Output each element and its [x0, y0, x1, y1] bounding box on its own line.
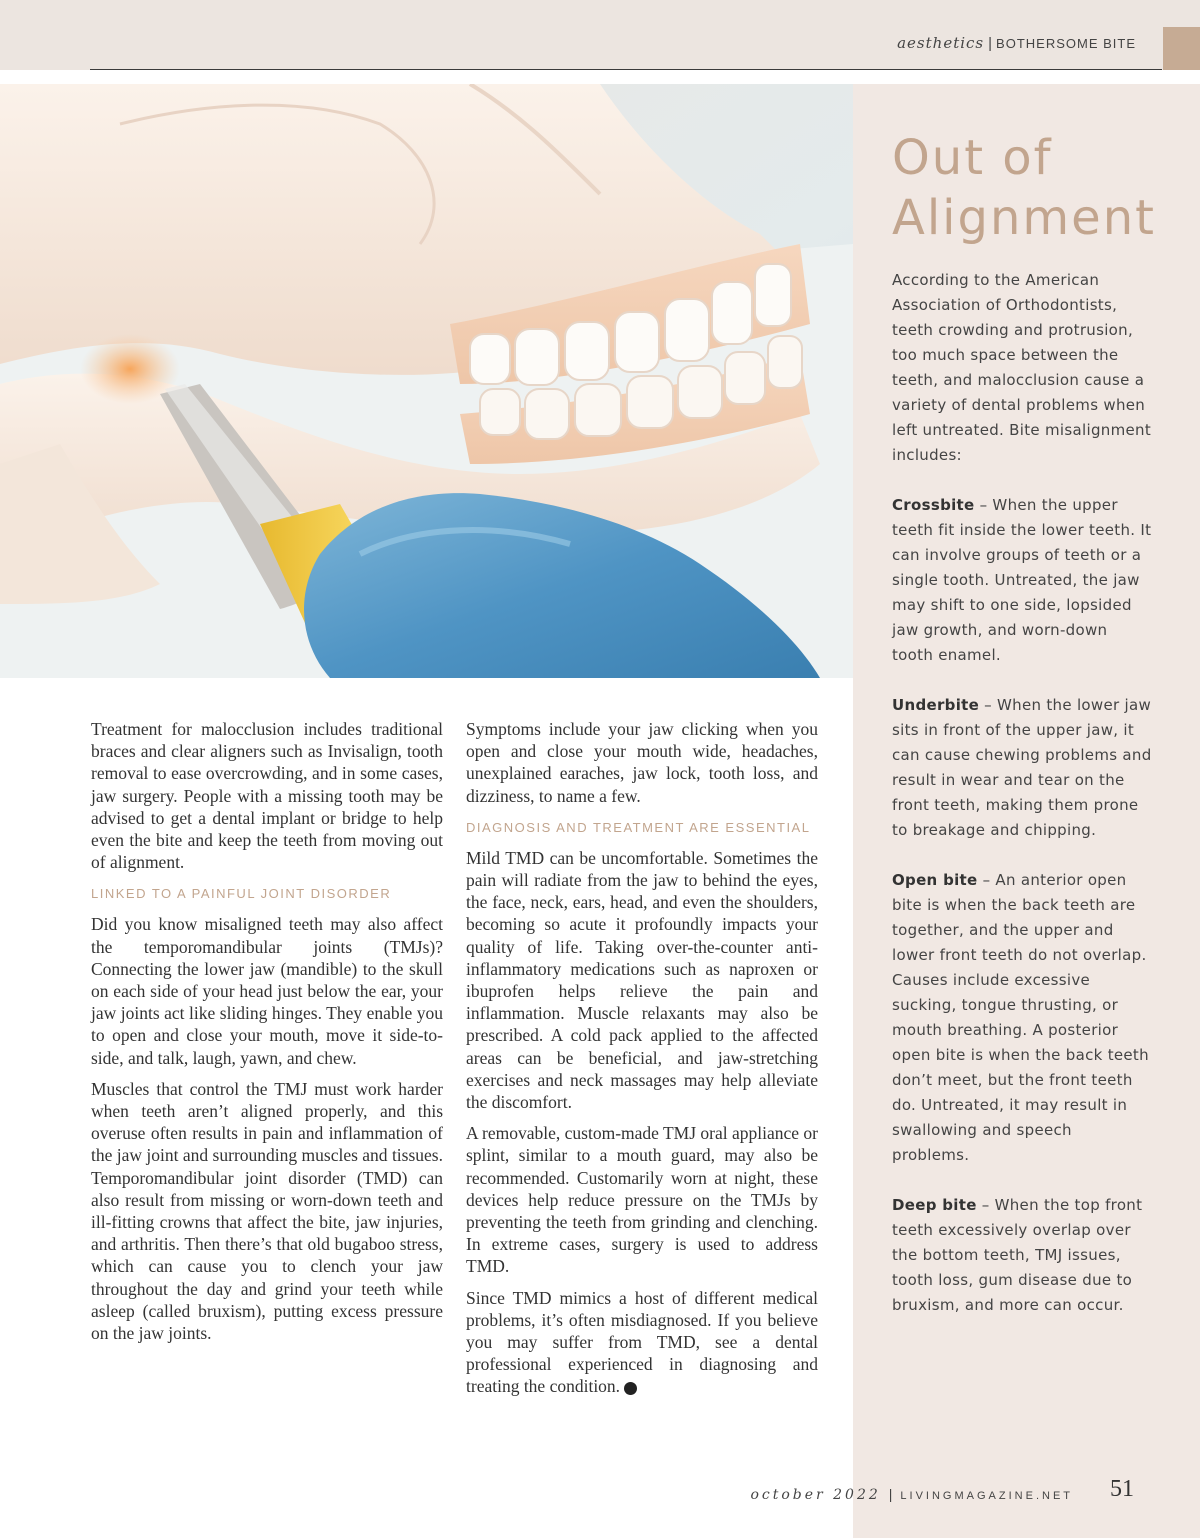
footer-separator: |: [888, 1486, 893, 1502]
paragraph: Symptoms include your jaw clicking when you open and close your mouth wide, headaches, unexplained earaches, jaw lock, tooth loss, and dizziness, to name a few.: [466, 719, 818, 806]
paragraph: Did you know misaligned teeth may also affect the temporomandibular joints (TMJs)? Connecting the lower jaw (mandible) to the skull on each side of your head just below the ear, your jaw joints act like sliding hinges. They enable you to open and close your mouth, move it side-to-side, and talk, laugh, yawn, and chew.: [91, 914, 443, 1068]
subheading-joint-disorder: LINKED TO A PAINFUL JOINT DISORDER: [91, 886, 392, 902]
subheading-diagnosis: DIAGNOSIS AND TREATMENT ARE ESSENTIAL: [466, 819, 811, 835]
end-mark-icon: [624, 1382, 637, 1395]
header-rule: [90, 69, 1162, 70]
running-header: [897, 34, 1136, 53]
sidebar-title-line2: Alignment: [892, 190, 1156, 246]
sidebar-out-of-alignment: [892, 128, 1156, 1318]
sidebar-item-underbite: [892, 693, 1152, 843]
header-separator: |: [988, 35, 993, 52]
sidebar-item-text: – When the top front teeth excessively overlap over the bottom teeth, TMJ issues, tooth loss, gum disease due to bruxism, and more can occur.: [892, 1196, 1143, 1314]
paragraph-final: [466, 1287, 818, 1398]
sidebar-item-term: Open bite: [892, 871, 978, 889]
article-column-2: [466, 718, 818, 1398]
paragraph-text: Since TMD mimics a host of different medical problems, it’s often misdiagnosed. If you believe you may suffer from TMD, see a dental professional experienced in diagnosing and treating the condition.: [466, 1287, 818, 1397]
sidebar-item-term: Crossbite: [892, 496, 975, 514]
paragraph: Treatment for malocclusion includes traditional braces and clear aligners such as Invisalign, tooth removal to ease overcrowding, and in some cases, jaw surgery. People with a missing tooth may be advised to get a dental implant or bridge to help even the bite and keep the teeth from moving out of alignment.: [91, 719, 443, 873]
sidebar-item-text: – When the lower jaw sits in front of the upper jaw, it can cause chewing problems and result in wear and tear on the front teeth, making them prone to breakage and chipping.: [892, 696, 1152, 839]
sidebar-item-deep-bite: [892, 1193, 1152, 1318]
paragraph: Muscles that control the TMJ must work harder when teeth aren’t aligned properly, and this overuse often results in pain and inflammation of the jaw joint and surrounding muscles and tissues. Temporomandibular joint disorder (TMD) can also result from missing or worn-down teeth and ill-fitting crowns that affect the bite, jaw injuries, and arthritis. Then there’s that old bugaboo stress, which can cause you to clench your jaw throughout the day and grind your teeth while asleep (called bruxism), putting excess pressure on the jaw joints.: [91, 1078, 443, 1344]
section-name: aesthetics: [897, 34, 985, 52]
sidebar-item-term: Underbite: [892, 696, 980, 714]
sidebar-item-text: – An anterior open bite is when the back teeth are together, and the upper and lower front teeth do not overlap. Causes include excessive sucking, tongue thrusting, or mouth breathing. A posterior open bite is when the back teeth don’t meet, but the front teeth do. Untreated, it may result in swallowing and speech problems.: [892, 871, 1149, 1164]
skull-jaw-model-illustration: [0, 84, 853, 678]
sidebar-title: [892, 128, 1156, 248]
sidebar-item-term: Deep bite: [892, 1196, 977, 1214]
page-footer: [750, 1486, 1073, 1504]
paragraph: Mild TMD can be uncomfortable. Sometimes the pain will radiate from the jaw to behind the eyes, the face, neck, ears, head, and even the shoulders, becoming so acute it profoundly impacts your quality of life. Taking over-the-counter anti-inflammatory medications such as naproxen or ibuprofen helps relieve the pain and inflammation. Muscle relaxants may also be prescribed. A cold pack applied to the affected areas can be beneficial, and jaw-stretching exercises and neck massages may help alleviate the discomfort.: [466, 847, 818, 1113]
site-url: LIVINGMAGAZINE.NET: [900, 1490, 1073, 1502]
sidebar-title-line1: Out of: [892, 130, 1053, 186]
page-number: 51: [1110, 1476, 1134, 1502]
sidebar-item-crossbite: [892, 493, 1152, 668]
sidebar-item-open-bite: [892, 868, 1152, 1168]
paragraph: A removable, custom-made TMJ oral appliance or splint, similar to a mouth guard, may also be recommended. Customarily worn at night, these devices help reduce pressure on the TMJs by preventing the teeth from grinding and clenching. In extreme cases, surgery is used to address TMD.: [466, 1123, 818, 1277]
issue-date: october 2022: [750, 1487, 881, 1503]
header-tab-accent: [1163, 27, 1200, 70]
article-column-1: [91, 718, 443, 1344]
sidebar-item-text: – When the upper teeth fit inside the lower teeth. It can involve groups of teeth or a single tooth. Untreated, the jaw may shift to one side, lopsided jaw growth, and worn-down tooth enamel.: [892, 496, 1152, 664]
sidebar-intro: According to the American Association of Orthodontists, teeth crowding and protrusion, too much space between the teeth, and malocclusion cause a variety of dental problems when left untreated. Bite misalignment includes:: [892, 271, 1151, 464]
jaw-model-photo: [0, 84, 853, 678]
topic-name: BOTHERSOME BITE: [996, 36, 1136, 51]
